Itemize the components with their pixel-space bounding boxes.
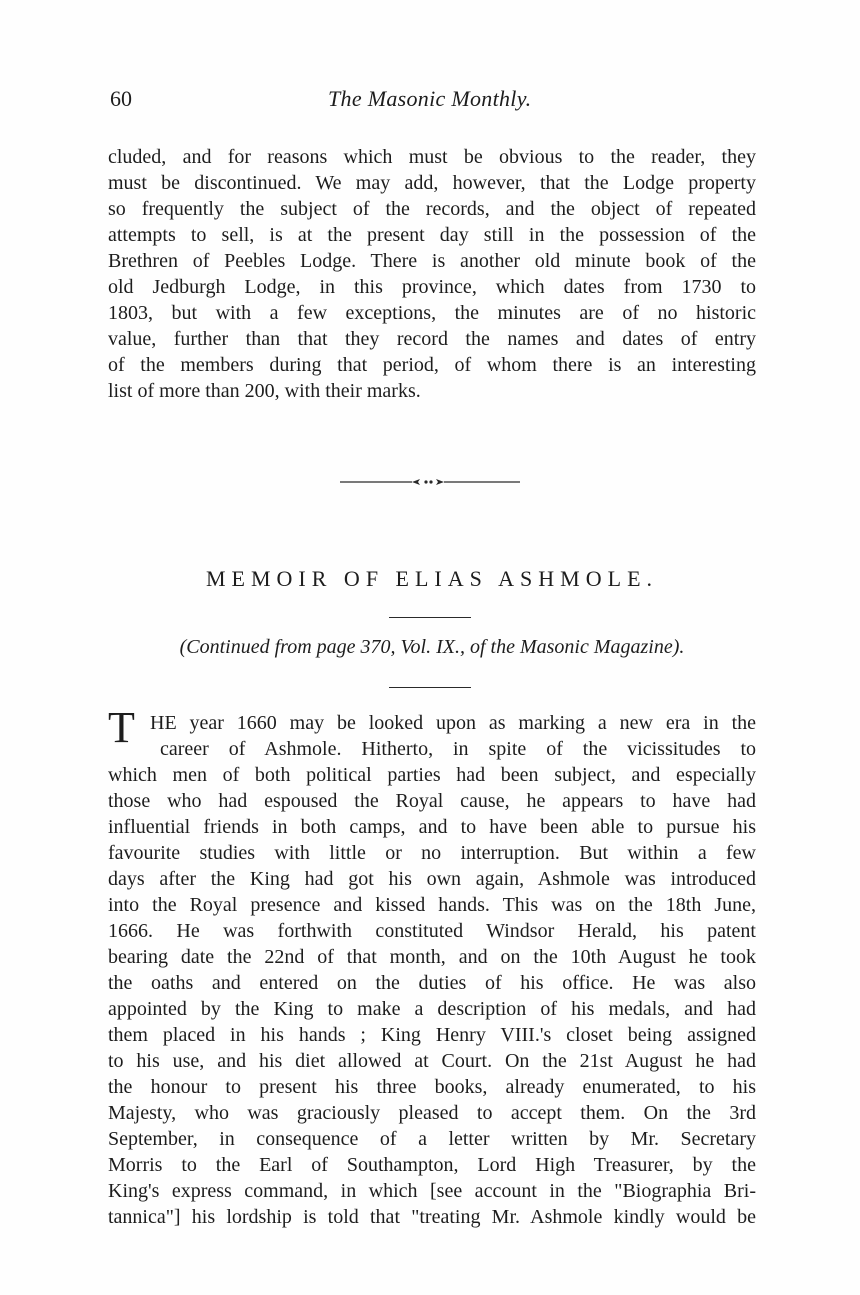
text-line: favourite studies with little or no interruption. But within a few	[108, 842, 756, 864]
text-line: the oaths and entered on the duties of his office. He was also	[108, 972, 756, 994]
text-line: career of Ashmole. Hitherto, in spite of the vicissitudes to	[160, 738, 756, 760]
text-line: those who had espoused the Royal cause, he appears to have had	[108, 790, 756, 812]
journal-title: The Masonic Monthly.	[328, 86, 532, 111]
text-line: attempts to sell, is at the present day still in the possession of the	[108, 224, 756, 246]
subtitle-rule	[389, 687, 471, 688]
text-line: list of more than 200, with their marks.	[108, 380, 421, 402]
article-title: MEMOIR OF ELIAS ASHMOLE.	[205, 566, 659, 591]
text-line: to his use, and his diet allowed at Court. On the 21st August he had	[108, 1050, 756, 1072]
text-line: bearing date the 22nd of that month, and on the 10th August he took	[108, 946, 756, 968]
article-body	[108, 762, 756, 1230]
text-line: which men of both political parties had been subject, and especially	[108, 764, 756, 786]
text-line: tannica"] his lordship is told that "treating Mr. Ashmole kindly would be	[108, 1206, 756, 1228]
text-line: 1803, but with a few exceptions, the minutes are of no historic	[108, 302, 756, 324]
section-divider-ornament	[338, 470, 522, 494]
text-line: into the Royal presence and kissed hands. This was on the 18th June,	[108, 894, 756, 916]
text-line: them placed in his hands ; King Henry VIII.'s closet being assigned	[108, 1024, 756, 1046]
text-line: 1666. He was forthwith constituted Windsor Herald, his patent	[108, 920, 756, 942]
text-line: old Jedburgh Lodge, in this province, which dates from 1730 to	[108, 276, 756, 298]
text-line: the honour to present his three books, already enumerated, to his	[108, 1076, 756, 1098]
text-line: September, in consequence of a letter written by Mr. Secretary	[108, 1128, 756, 1150]
running-head	[110, 86, 750, 116]
text-line: HE year 1660 may be looked upon as marking a new era in the	[150, 712, 756, 734]
text-line: must be discontinued. We may add, however, that the Lodge property	[108, 172, 756, 194]
title-rule	[389, 617, 471, 618]
text-line: cluded, and for reasons which must be obvious to the reader, they	[108, 146, 756, 168]
text-line: Morris to the Earl of Southampton, Lord High Treasurer, by the	[108, 1154, 756, 1176]
text-line: Brethren of Peebles Lodge. There is another old minute book of the	[108, 250, 756, 272]
text-line: of the members during that period, of whom there is an interesting	[108, 354, 756, 376]
text-line: value, further than that they record the names and dates of entry	[108, 328, 756, 350]
text-line: King's express command, in which [see account in the "Biographia Bri-	[108, 1180, 756, 1202]
drop-cap: T	[108, 703, 135, 752]
text-line: appointed by the King to make a description of his medals, and had	[108, 998, 756, 1020]
article-subtitle: (Continued from page 370, Vol. IX., of the Masonic Magazine).	[179, 636, 685, 658]
page-number: 60	[110, 86, 132, 111]
text-line: days after the King had got his own again, Ashmole was introduced	[108, 868, 756, 890]
text-line: influential friends in both camps, and to have been able to pursue his	[108, 816, 756, 838]
text-line: Majesty, who was graciously pleased to accept them. On the 3rd	[108, 1102, 756, 1124]
continuation-paragraph	[108, 144, 756, 404]
text-line: so frequently the subject of the records, and the object of repeated	[108, 198, 756, 220]
opening-lines	[150, 710, 756, 762]
